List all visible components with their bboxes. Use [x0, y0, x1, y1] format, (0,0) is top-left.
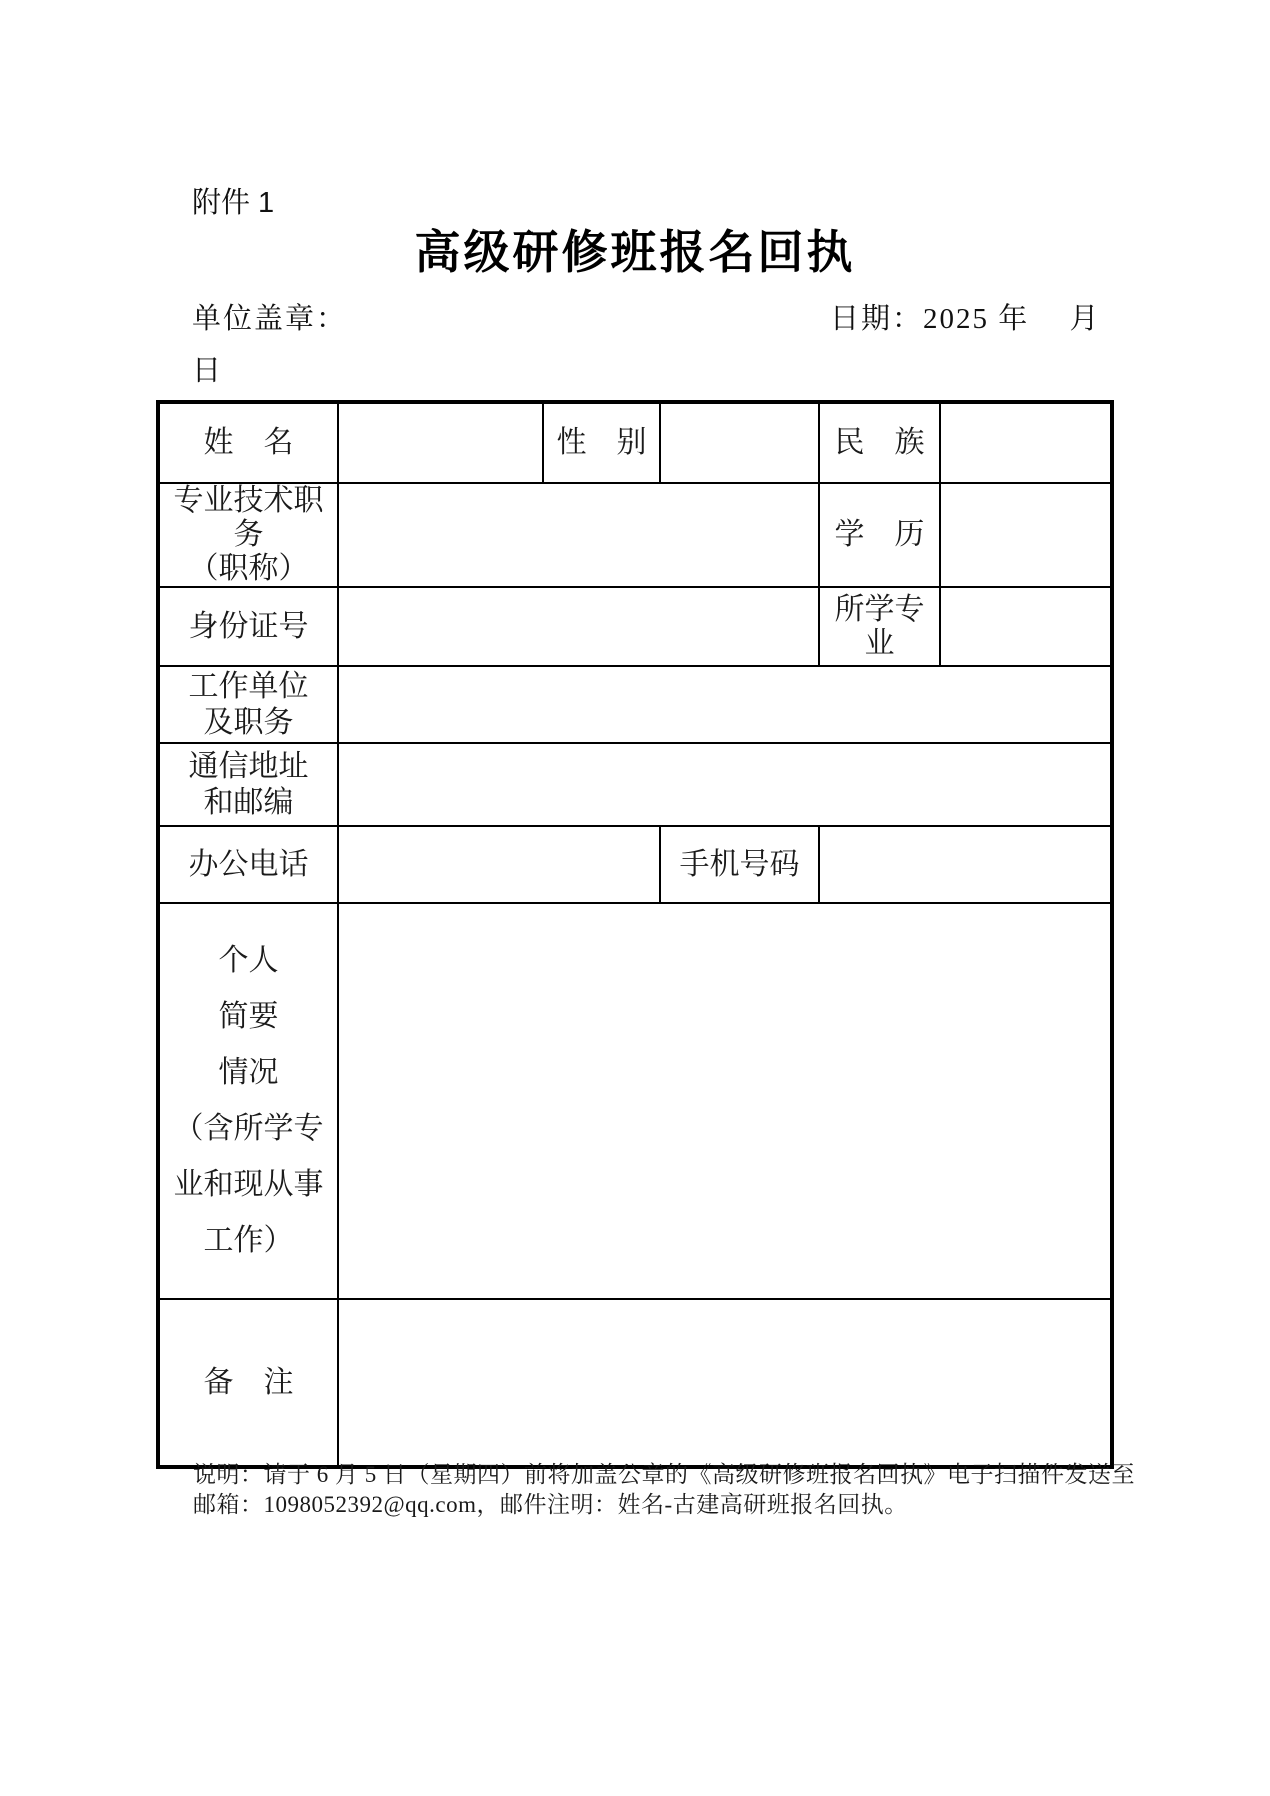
personal-profile-value-cell[interactable]: [338, 903, 1112, 1299]
professional-title-label-line2: （职称）: [188, 552, 309, 585]
major-value-cell[interactable]: [940, 587, 1112, 666]
mobile-phone-value-cell[interactable]: [819, 826, 1112, 903]
id-number-value-cell[interactable]: [338, 587, 819, 666]
date-label: 日期：2025 年 月: [830, 303, 1101, 335]
address-label-line1: 通信地址: [188, 749, 309, 783]
remarks-label: 备 注: [158, 1299, 338, 1467]
id-number-label: 身份证号: [158, 587, 338, 666]
professional-title-value-cell[interactable]: [338, 483, 819, 587]
registration-table: [156, 400, 1114, 1469]
name-label: 姓 名: [158, 402, 338, 483]
page-title: 高级研修班报名回执: [414, 227, 856, 278]
personal-profile-label: [158, 903, 338, 1299]
personal-profile-label-line2: 简要: [218, 1000, 279, 1033]
note-line-2: 邮箱：1098052392@qq.com，邮件注明：姓名-古建高研班报名回执。: [193, 1492, 908, 1517]
address-label-line2: 和邮编: [203, 785, 294, 819]
personal-profile-label-line4: （含所学专: [173, 1112, 324, 1145]
gender-label: 性 别: [543, 402, 660, 483]
instructions-note: [193, 1460, 1135, 1520]
address-label: [158, 743, 338, 826]
work-unit-label-line2: 及职务: [203, 705, 294, 739]
table-row-work-unit: [158, 666, 1112, 743]
office-phone-label: 办公电话: [158, 826, 338, 903]
office-phone-value-cell[interactable]: [338, 826, 660, 903]
table-row-id-number: [158, 587, 1112, 666]
ethnicity-value-cell[interactable]: [940, 402, 1112, 483]
education-value-cell[interactable]: [940, 483, 1112, 587]
professional-title-label-line1: 专业技术职务: [173, 484, 324, 551]
table-row-phone: [158, 826, 1112, 903]
table-row-professional-title: [158, 483, 1112, 587]
work-unit-label-line1: 工作单位: [188, 669, 309, 703]
major-label: 所学专业: [819, 587, 940, 666]
personal-profile-label-line6: 工作）: [203, 1224, 294, 1257]
ethnicity-label: 民 族: [819, 402, 940, 483]
attachment-label: 附件 1: [192, 187, 275, 219]
note-line-1: 说明：请于 6 月 5 日（星期四）前将加盖公章的《高级研修班报名回执》电子扫描件发送至: [193, 1462, 1135, 1487]
mobile-phone-label: 手机号码: [660, 826, 819, 903]
personal-profile-label-line1: 个人: [218, 944, 279, 977]
professional-title-label: [158, 483, 338, 587]
table-row-remarks: [158, 1299, 1112, 1467]
day-label: 日: [192, 355, 222, 387]
work-unit-label: [158, 666, 338, 743]
personal-profile-label-line5: 业和现从事: [173, 1168, 324, 1201]
table-row-personal-profile: [158, 903, 1112, 1299]
remarks-value-cell[interactable]: [338, 1299, 1112, 1467]
table-row-name: [158, 402, 1112, 483]
gender-value-cell[interactable]: [660, 402, 819, 483]
work-unit-value-cell[interactable]: [338, 666, 1112, 743]
table-row-address: [158, 743, 1112, 826]
name-value-cell[interactable]: [338, 402, 543, 483]
address-value-cell[interactable]: [338, 743, 1112, 826]
personal-profile-label-line3: 情况: [218, 1056, 279, 1089]
education-label: 学 历: [819, 483, 940, 587]
unit-seal-label: 单位盖章：: [192, 303, 348, 335]
